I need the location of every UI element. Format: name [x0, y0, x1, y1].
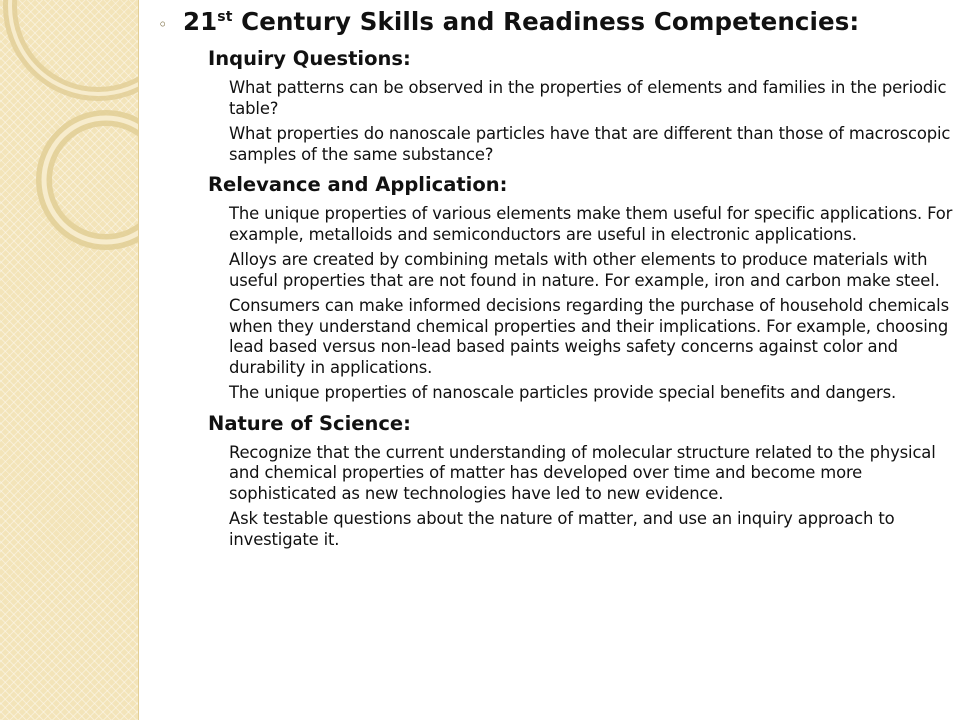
section-heading: Relevance and Application:	[208, 173, 508, 196]
list-item	[150, 443, 958, 505]
list-item	[150, 204, 958, 245]
list-item	[150, 383, 958, 404]
list-item	[150, 250, 958, 291]
section-heading: Nature of Science:	[208, 411, 411, 435]
item-text: What properties do nanoscale particles have that are different than those of macroscopic samples of the same substance?	[229, 124, 951, 164]
decorative-sidebar	[0, 0, 139, 720]
title-number: 21	[183, 7, 218, 36]
list-item	[150, 296, 958, 378]
section-relevance-application	[150, 170, 958, 404]
section-inquiry-questions	[150, 44, 958, 165]
title-ordinal: st	[217, 9, 233, 25]
list-item	[150, 124, 958, 165]
list-item	[150, 509, 958, 550]
section-nature-of-science	[150, 409, 958, 551]
slide-title	[183, 7, 859, 36]
item-text: Consumers can make informed decisions regarding the purchase of household chemicals when they understand chemical properties and their implications. For example, choosing lead based versus non-lead based paints weighs safety concerns against color and durability in applications.	[229, 296, 949, 377]
item-text: Alloys are created by combining metals with other elements to produce materials with useful properties that are not found in nature. For example, iron and carbon make steel.	[229, 250, 940, 290]
title-text: Century Skills and Readiness Competencies:	[232, 7, 860, 36]
item-text: What patterns can be observed in the properties of elements and families in the periodic table?	[229, 78, 947, 118]
slide-content	[150, 4, 958, 555]
item-text: The unique properties of nanoscale particles provide special benefits and dangers.	[229, 383, 897, 402]
section-heading: Inquiry Questions:	[208, 47, 411, 70]
item-text: The unique properties of various elements make them useful for specific applications. For example, metalloids and semiconductors are useful in electronic applications.	[229, 204, 953, 244]
ring-decoration-icon	[0, 0, 138, 720]
slide-title-row	[150, 4, 958, 44]
item-text: Ask testable questions about the nature of matter, and use an inquiry approach to investigate it.	[229, 509, 895, 549]
item-text: Recognize that the current understanding of molecular structure related to the physical and chemical properties of matter has developed over time and become more sophisticated as new technologies have led to new evidence.	[229, 442, 936, 503]
list-item	[150, 78, 958, 119]
title-bullet-icon: ◦	[158, 15, 168, 34]
